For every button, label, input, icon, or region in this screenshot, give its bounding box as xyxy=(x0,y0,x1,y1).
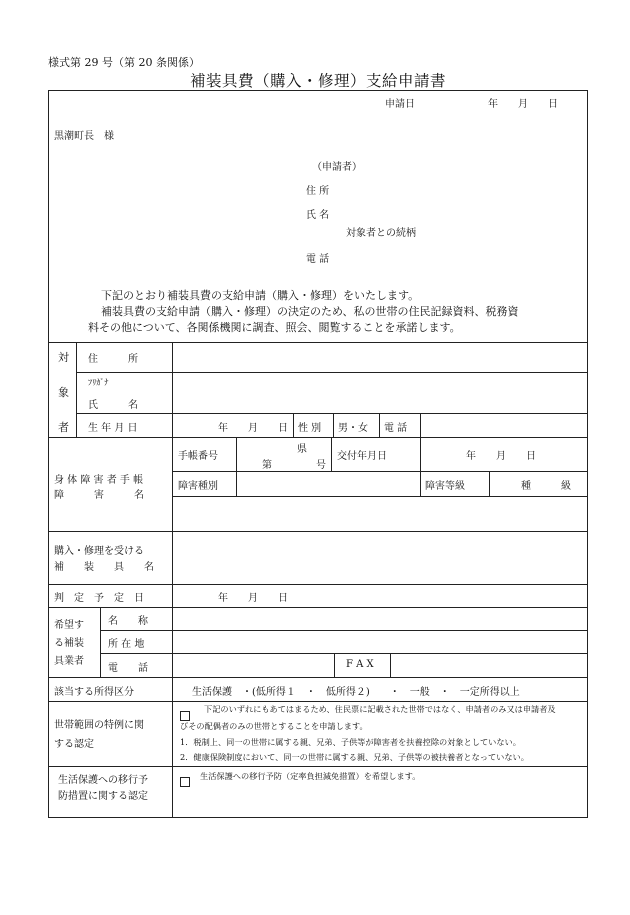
grid-line xyxy=(420,437,421,471)
vendor-location-field[interactable] xyxy=(174,632,586,652)
disability-type-field[interactable] xyxy=(238,473,418,494)
subject-name-field[interactable] xyxy=(174,374,586,412)
grid-line xyxy=(48,701,588,702)
grid-line xyxy=(76,413,588,414)
vendor-phone-label: 電 話 xyxy=(108,663,148,674)
applicant-relation-label: 対象者との続柄 xyxy=(346,228,416,239)
handbook-dai: 第 xyxy=(262,460,272,471)
grid-line xyxy=(172,471,588,472)
handbook-issue-date-label: 交付年月日 xyxy=(337,451,387,462)
grid-line xyxy=(420,471,421,496)
subject-birth-date: 年 月 日 xyxy=(218,423,288,434)
household-text-2: びその配偶者のみの世帯とすることを申請します。 xyxy=(180,721,368,731)
statement-line-3: 料その他について、各関係機関に調査、照会、閲覧することを承諾します。 xyxy=(88,321,461,334)
device-label-line1: 購入・修理を受ける xyxy=(54,546,144,557)
addressee: 黒潮町長 様 xyxy=(54,131,114,142)
device-label-line2: 補 装 具 名 xyxy=(54,562,154,573)
grid-line xyxy=(172,496,588,497)
subject-furigana-label: ﾌﾘｶﾞﾅ xyxy=(88,377,109,387)
applicant-phone-label: 電 話 xyxy=(306,254,330,265)
vendor-label-line1: 希望す xyxy=(54,620,84,631)
applicant-heading: （申請者） xyxy=(312,162,362,173)
grid-line xyxy=(100,653,588,654)
subject-phone-field[interactable] xyxy=(422,415,586,436)
vendor-phone-field[interactable] xyxy=(174,655,332,676)
frame-left xyxy=(48,90,49,817)
subject-sex-options: 男・女 xyxy=(338,423,368,434)
subject-name-label: 氏 名 xyxy=(88,400,138,411)
grid-line xyxy=(48,437,588,438)
grid-line xyxy=(48,766,588,767)
applicant-name-label: 氏 名 xyxy=(306,210,330,221)
device-name-field[interactable] xyxy=(174,533,586,582)
grid-line xyxy=(489,471,490,496)
subject-label-char: 者 xyxy=(58,421,69,434)
grid-line xyxy=(236,437,237,471)
handbook-prefecture: 県 xyxy=(297,444,307,455)
grid-line xyxy=(48,342,588,343)
vendor-label-line2: る補装 xyxy=(54,638,84,649)
frame-right xyxy=(587,90,588,818)
vendor-location-label: 所 在 地 xyxy=(108,639,145,650)
application-month-label: 月 xyxy=(518,99,528,110)
household-text-4: 2．健康保険制度において、同一の世帯に属する親、兄弟、子供等の被扶養者となっていない。 xyxy=(180,752,529,762)
grid-line xyxy=(379,413,380,437)
welfare-text: 生活保護への移行予防（定率負担減免措置）を希望します。 xyxy=(200,771,421,781)
household-text-1: 下記のいずれにもあてはまるため、住民票に記載された世帯ではなく、申請者のみ又は申請者及 xyxy=(204,704,556,714)
household-text-3: 1．税制上、同一の世帯に属する親、兄弟、子供等が障害者を扶養控除の対象としていない。 xyxy=(180,737,521,747)
grid-line xyxy=(100,630,588,631)
grid-line xyxy=(100,607,101,677)
income-options[interactable]: 生活保護 ・(低所得１ ・ 低所得２) ・ 一般 ・ 一定所得以上 xyxy=(192,687,520,698)
grid-line xyxy=(390,653,391,677)
grid-line xyxy=(420,413,421,437)
grid-line xyxy=(172,342,173,437)
subject-address-label: 住 所 xyxy=(88,354,138,365)
subject-birth-label: 生 年 月 日 xyxy=(88,423,138,434)
grid-line xyxy=(293,413,294,437)
handbook-disability-type-label: 障害種別 xyxy=(178,481,218,492)
grid-line xyxy=(48,531,588,532)
form-title: 補装具費（購入・修理）支給申請書 xyxy=(190,72,447,90)
subject-sex-label: 性 別 xyxy=(298,423,322,434)
form-number: 様式第 29 号（第 20 条関係） xyxy=(48,56,200,69)
welfare-label-line1: 生活保護への移行予 xyxy=(58,775,148,786)
income-label: 該当する所得区分 xyxy=(54,687,134,698)
grid-line xyxy=(76,342,77,437)
subject-label-char: 対 xyxy=(58,351,69,364)
household-label-line2: する認定 xyxy=(54,739,94,750)
disability-name-field[interactable] xyxy=(174,498,586,529)
handbook-go: 号 xyxy=(316,460,326,471)
subject-address-field[interactable] xyxy=(174,344,586,371)
grid-line xyxy=(236,471,237,496)
application-date-label: 申請日 xyxy=(385,99,415,110)
grid-line xyxy=(48,584,588,585)
frame-top xyxy=(48,90,588,91)
grid-line xyxy=(172,437,173,817)
handbook-grade-text: 種 級 xyxy=(521,481,571,492)
welfare-checkbox[interactable] xyxy=(180,771,196,790)
subject-label-char: 象 xyxy=(58,386,69,399)
vendor-name-label: 名 称 xyxy=(108,616,148,627)
grid-line xyxy=(48,677,588,678)
grid-line xyxy=(333,413,334,437)
subject-phone-label: 電 話 xyxy=(384,423,408,434)
vendor-fax-label: F A X xyxy=(346,659,374,670)
household-label-line1: 世帯範囲の特例に関 xyxy=(54,720,144,731)
handbook-label-line2: 障 害 名 xyxy=(54,490,144,501)
grid-line xyxy=(331,437,332,471)
handbook-number-label: 手帳番号 xyxy=(178,451,218,462)
handbook-disability-grade-label: 障害等級 xyxy=(425,481,465,492)
application-year-label: 年 xyxy=(488,99,498,110)
handbook-label-line1: 身 体 障 害 者 手 帳 xyxy=(54,475,144,486)
frame-bottom xyxy=(48,817,588,818)
statement-line-1: 下記のとおり補装具費の支給申請（購入・修理）をいたします。 xyxy=(101,289,420,302)
vendor-fax-field[interactable] xyxy=(392,655,586,676)
grid-line xyxy=(334,653,335,677)
statement-line-2: 補装具費の支給申請（購入・修理）の決定のため、私の世帯の住民記録資料、税務資 xyxy=(101,305,519,318)
welfare-label-line2: 防措置に関する認定 xyxy=(58,791,148,802)
grid-line xyxy=(76,372,588,373)
judgement-label: 判 定 予 定 日 xyxy=(54,593,144,604)
applicant-address-label: 住 所 xyxy=(306,186,330,197)
vendor-name-field[interactable] xyxy=(174,609,586,629)
grid-line xyxy=(48,607,588,608)
application-day-label: 日 xyxy=(548,99,558,110)
handbook-issue-date: 年 月 日 xyxy=(466,451,536,462)
judgement-date: 年 月 日 xyxy=(218,593,288,604)
vendor-label-line3: 具業者 xyxy=(54,656,84,667)
